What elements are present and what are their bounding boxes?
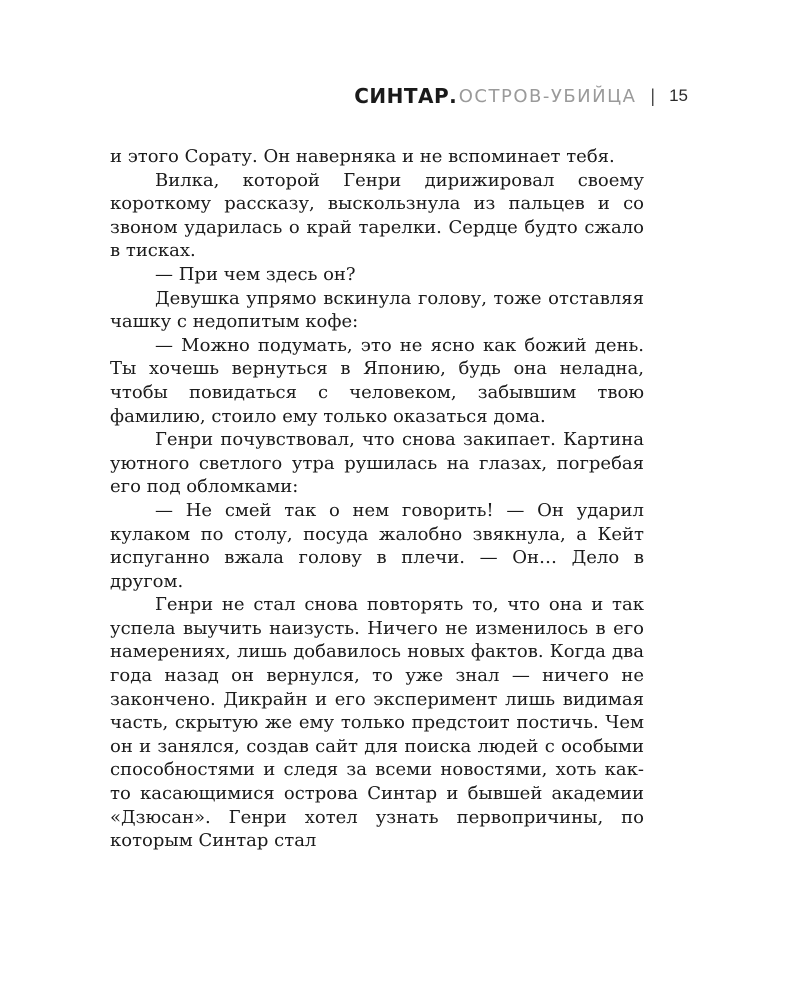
paragraph: — Не смей так о нем говорить! — Он ударил кулаком по столу, посуда жалобно звякнула, а Кейт испуганно вжала голову в плечи. — Он… Дело в другом. <box>110 499 644 592</box>
body-text <box>110 145 644 853</box>
paragraph: Вилка, которой Генри дирижировал своему короткому рассказу, выскользнула из пальцев и со звоном ударилась о край тарелки. Сердце будто сжало в тисках. <box>110 169 644 262</box>
page-number: 15 <box>669 86 688 105</box>
paragraph: Девушка упрямо вскинула голову, тоже отставляя чашку с недопитым кофе: <box>110 287 644 333</box>
book-subtitle: ОСТРОВ-УБИЙЦА <box>458 85 637 107</box>
paragraph: Генри почувствовал, что снова закипает. Картина уютного светлого утра рушилась на глазах, погребая его под обломками: <box>110 429 644 498</box>
header-divider: | <box>650 85 656 106</box>
title-dot: . <box>449 84 457 108</box>
paragraph: Генри не стал снова повторять то, что она и так успела выучить наизусть. Ничего не изменилось в его намерениях, лишь добавилось новых фактов. Когда два года назад он вернулся, то уже знал — ничего не закончено. Дикрайн и его эксперимент лишь видимая часть, скрытую же ему только предстоит постичь. Чем он и занялся, создав сайт для поиска людей с особыми способностями и следя за всеми новостями, хоть как-то касающимися острова Синтар и бывшей академии «Дзюсан». Генри хотел узнать первопричины, по которым Синтар стал <box>110 594 644 852</box>
running-header <box>354 84 688 108</box>
paragraph: — При чем здесь он? <box>155 263 356 285</box>
paragraph: — Можно подумать, это не ясно как божий день. Ты хочешь вернуться в Японию, будь она неладна, чтобы повидаться с человеком, забывшим твою фамилию, стоило ему только оказаться дома. <box>110 334 644 427</box>
paragraph: и этого Сорату. Он наверняка и не вспоминает тебя. <box>110 146 615 167</box>
series-name: СИНТАР <box>354 84 450 108</box>
